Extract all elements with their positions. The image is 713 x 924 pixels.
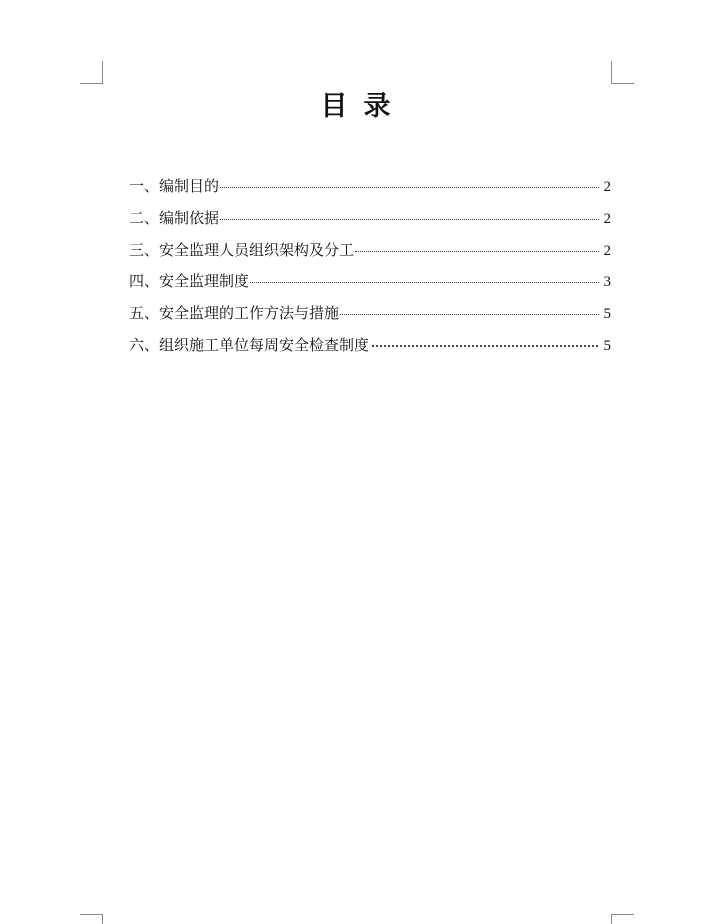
toc-entry[interactable]	[129, 302, 611, 334]
toc-entry-page: 3	[603, 274, 611, 291]
toc-entry-label: 四、安全监理制度	[129, 272, 250, 291]
toc-dot-leader	[355, 250, 599, 252]
toc-entry-page: 5	[603, 337, 611, 354]
toc-entry-label: 三、安全监理人员组织架构及分工	[129, 240, 355, 259]
toc-entry-label: 二、编制依据	[129, 208, 220, 227]
toc-dot-leader	[340, 313, 599, 315]
toc-entry-label: 六、组织施工单位每周安全检查制度	[129, 335, 370, 354]
toc-entry-label: 五、安全监理的工作方法与措施	[129, 304, 340, 323]
toc-entry[interactable]	[129, 334, 611, 366]
crop-mark-top-right	[611, 61, 634, 84]
toc-title-part2: 录	[363, 91, 393, 122]
toc-dot-leader	[220, 186, 599, 188]
toc-entry-page: 2	[603, 210, 611, 227]
toc-dot-leader	[250, 281, 599, 283]
toc-entry[interactable]	[129, 239, 611, 271]
toc-entry-label: 一、编制目的	[129, 177, 220, 195]
toc-entry-page: 5	[603, 306, 611, 323]
toc-entry[interactable]	[129, 270, 611, 302]
toc-list	[129, 175, 611, 366]
toc-entry-page: 2	[603, 179, 611, 195]
toc-entry[interactable]	[129, 175, 611, 207]
toc-title-part1: 目	[320, 91, 350, 122]
toc-dot-leader	[372, 344, 598, 347]
toc-entry-page: 2	[603, 242, 611, 259]
toc-entry[interactable]	[129, 207, 611, 239]
toc-title	[0, 84, 713, 123]
toc-dot-leader	[220, 218, 599, 220]
crop-mark-top-left	[80, 61, 103, 84]
